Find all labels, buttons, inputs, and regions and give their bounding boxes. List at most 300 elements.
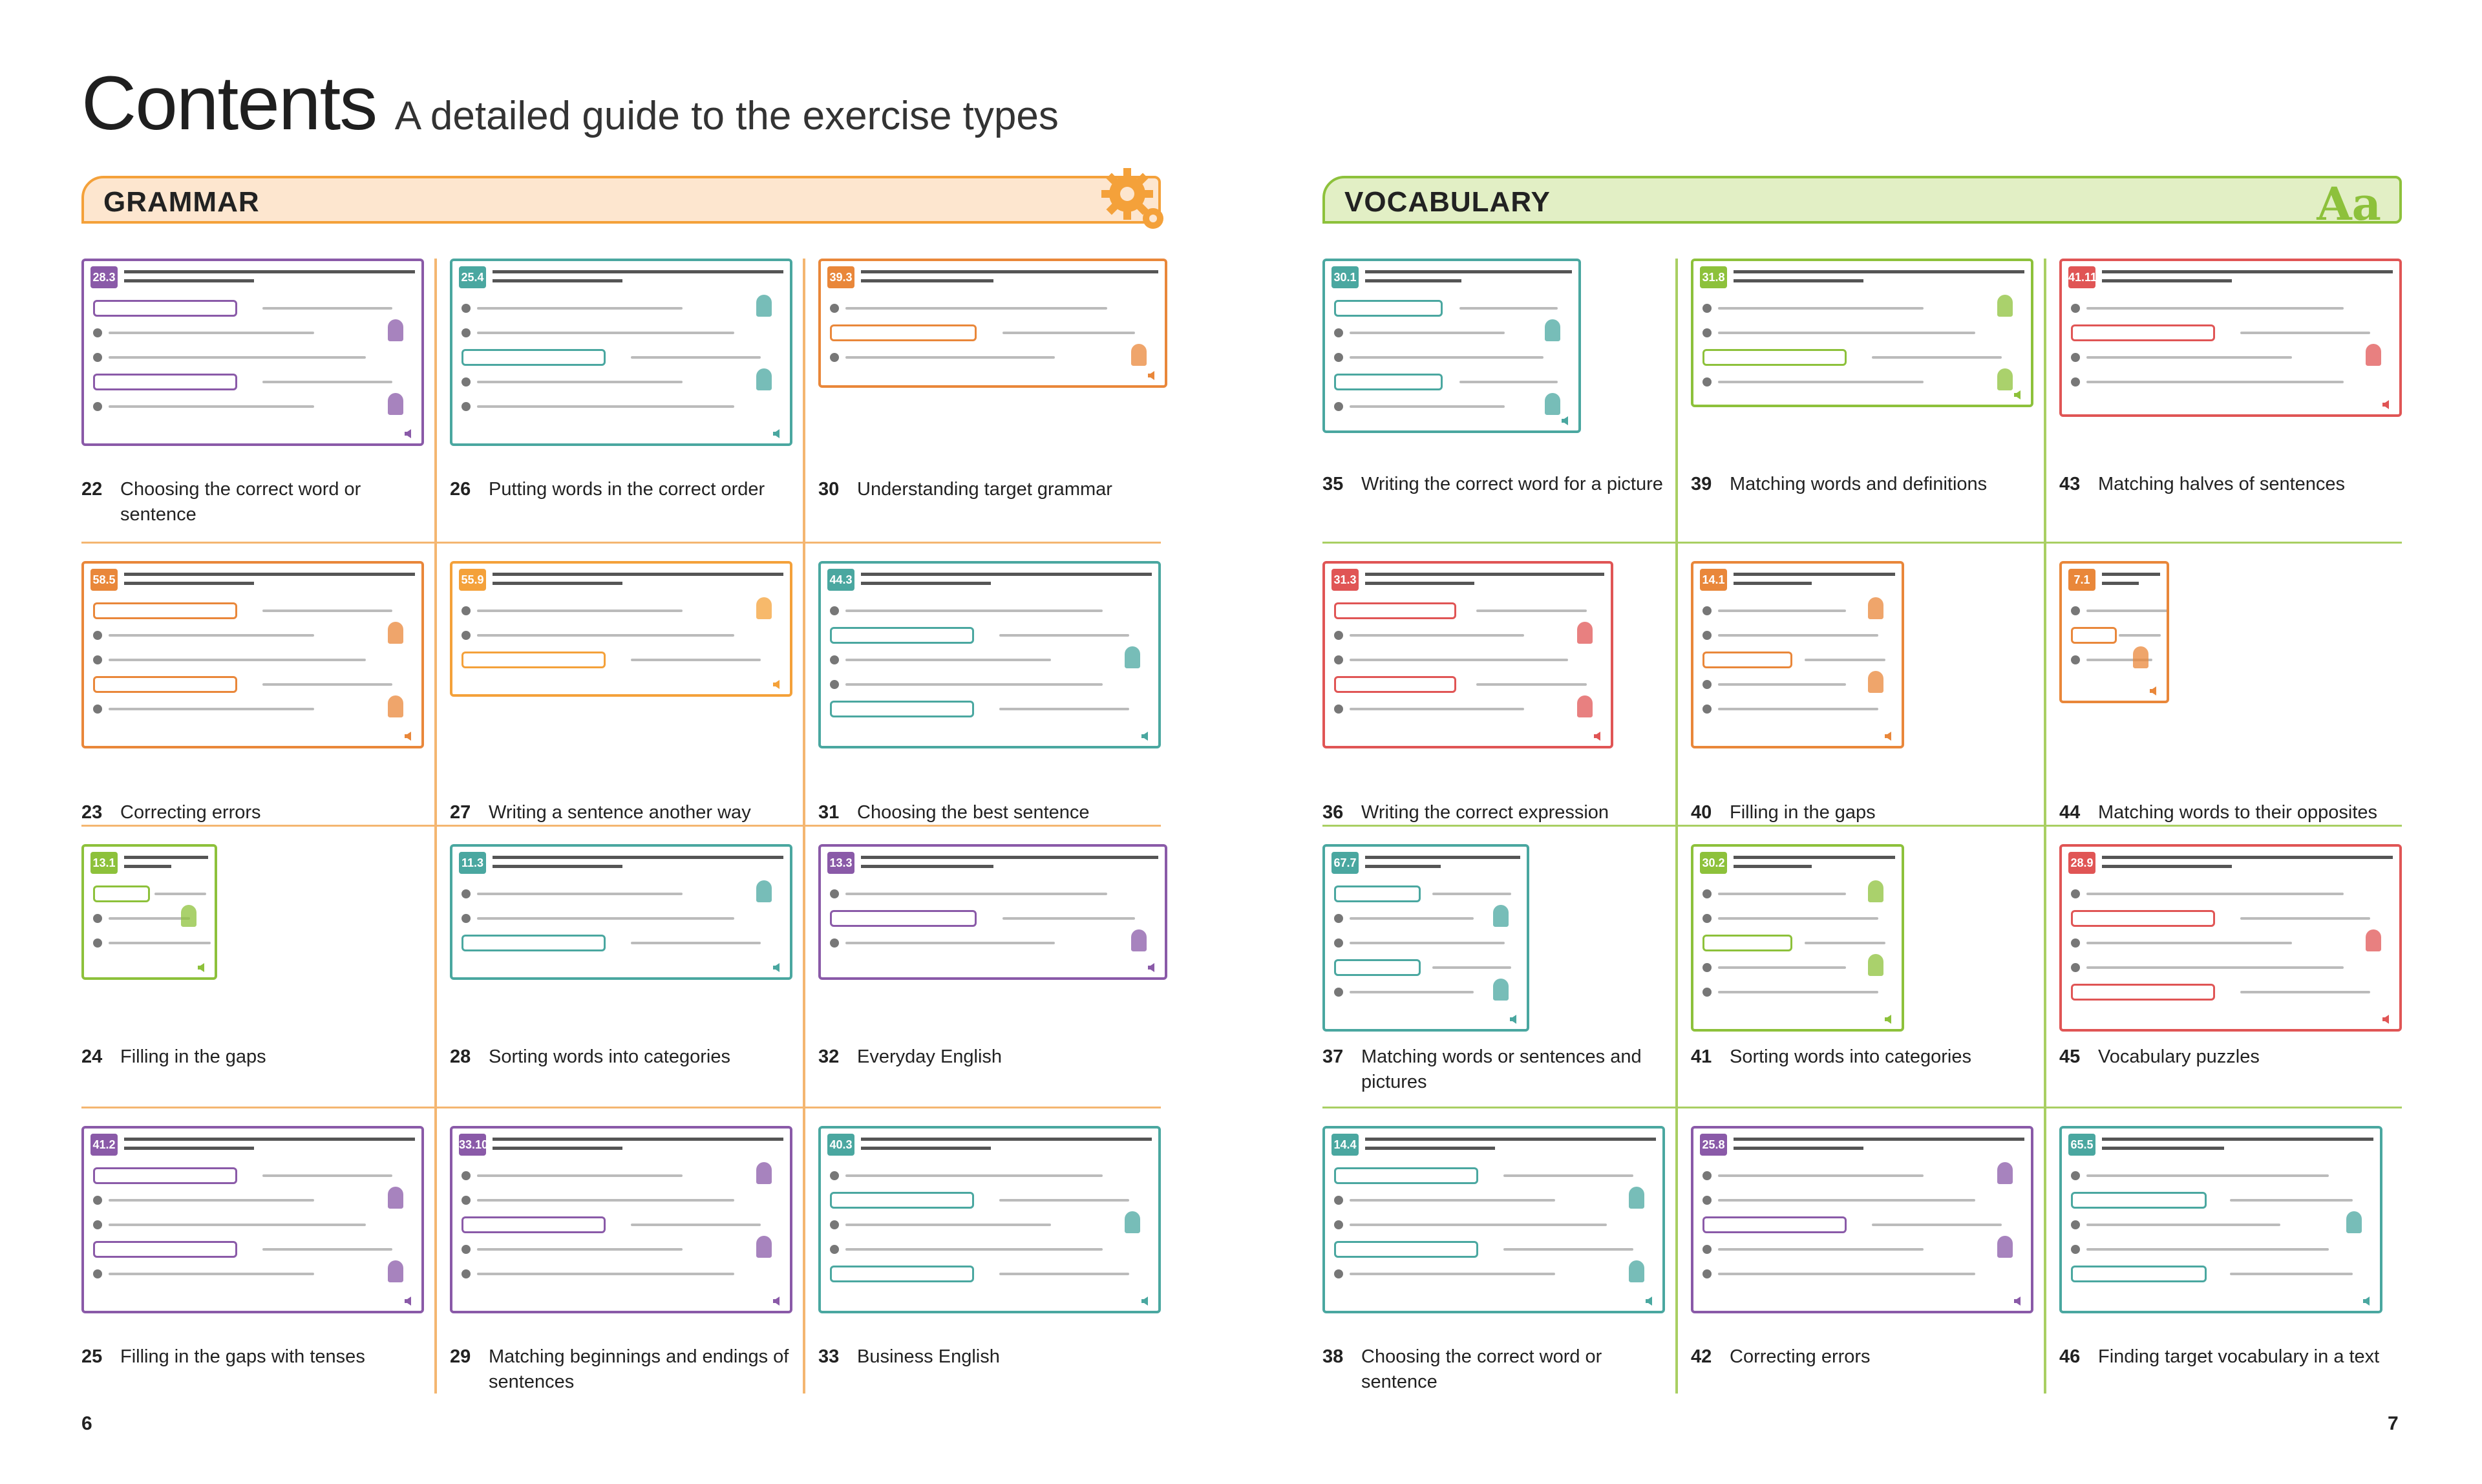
instruction-line: [1365, 1147, 1495, 1150]
item-bullet: [1702, 328, 1712, 337]
vocabulary-exercise-entry: [2059, 844, 2408, 1109]
illustration-icon: [1997, 1236, 2013, 1258]
item-bullet: [461, 328, 471, 337]
exercise-number-badge: 41.2: [90, 1134, 118, 1156]
page-number-left: 6: [81, 1413, 92, 1434]
text-line: [1718, 332, 1975, 334]
grammar-exercise-entry: [818, 561, 1167, 826]
item-bullet: [461, 914, 471, 923]
item-bullet: [461, 402, 471, 411]
exercise-number-badge: 28.9: [2068, 852, 2095, 874]
item-bullet: [461, 606, 471, 615]
text-line: [1718, 610, 1846, 612]
exercise-type-title: Matching words or sentences and pictures: [1361, 1046, 1642, 1092]
instruction-line: [1734, 1138, 2024, 1141]
instruction-line: [493, 279, 622, 282]
answer-box: [1334, 374, 1443, 390]
text-line: [477, 405, 734, 408]
text-line: [477, 610, 683, 612]
illustration-icon: [1545, 393, 1560, 415]
exercise-number-badge: 65.5: [2068, 1134, 2095, 1156]
illustration-icon: [388, 1260, 403, 1282]
exercise-type-title: Matching halves of sentences: [2098, 474, 2346, 494]
aa-logo-icon: Aa: [2317, 177, 2381, 231]
text-line: [477, 381, 683, 383]
exercise-thumbnail: [450, 259, 792, 446]
page-reference-number: 25: [81, 1346, 103, 1367]
illustration-icon: [756, 295, 772, 317]
item-bullet: [1702, 1171, 1712, 1180]
exercise-type-title: Business English: [857, 1346, 1000, 1367]
instruction-line: [493, 582, 622, 585]
page-reference-number: 38: [1322, 1346, 1344, 1367]
text-line: [2086, 893, 2344, 895]
exercise-header: [1331, 266, 1572, 292]
item-bullet: [1702, 988, 1712, 997]
text-line: [1718, 893, 1846, 895]
item-bullet: [1702, 963, 1712, 972]
exercise-number-badge: 41.11: [2068, 266, 2095, 288]
answer-box: [93, 374, 237, 390]
text-line: [1476, 683, 1587, 686]
exercise-thumbnail: [450, 1126, 792, 1313]
exercise-thumbnail: [818, 844, 1167, 980]
text-line: [1350, 356, 1543, 359]
text-line: [1432, 966, 1511, 969]
text-line: [109, 659, 366, 661]
text-line: [109, 1224, 366, 1226]
exercise-header: [827, 569, 1152, 595]
answer-box: [2071, 324, 2215, 341]
page-reference-number: 27: [450, 802, 471, 823]
text-line: [477, 1248, 683, 1251]
text-line: [631, 659, 761, 661]
text-line: [1718, 307, 1924, 310]
exercise-number-badge: 67.7: [1331, 852, 1359, 874]
text-line: [845, 893, 1107, 895]
exercise-caption: [1322, 1044, 1665, 1095]
text-line: [2240, 917, 2370, 920]
grammar-exercise-entry: [450, 1126, 799, 1391]
audio-icon: [1148, 371, 1158, 380]
illustration-icon: [1125, 646, 1140, 668]
item-bullet: [1702, 680, 1712, 689]
item-bullet: [1702, 304, 1712, 313]
answer-box: [461, 1216, 606, 1233]
exercise-type-title: Putting words in the correct order: [489, 479, 765, 500]
text-line: [845, 1174, 1103, 1177]
text-line: [1718, 966, 1846, 969]
audio-icon: [2382, 1015, 2393, 1024]
instruction-line: [493, 865, 622, 868]
exercise-thumbnail: [818, 1126, 1161, 1313]
illustration-icon: [1577, 622, 1593, 644]
exercise-header: [1700, 852, 1895, 878]
illustration-icon: [1493, 905, 1509, 927]
illustration-icon: [181, 905, 196, 927]
item-bullet: [93, 1269, 102, 1278]
page-reference-number: 44: [2059, 802, 2081, 823]
item-bullet: [461, 377, 471, 387]
text-line: [477, 1199, 734, 1202]
grammar-exercise-entry: [81, 259, 430, 524]
instruction-line: [493, 856, 783, 859]
text-line: [109, 1199, 314, 1202]
text-line: [1350, 991, 1474, 993]
item-bullet: [1702, 606, 1712, 615]
illustration-icon: [1545, 319, 1560, 341]
item-bullet: [461, 1269, 471, 1278]
item-bullet: [2071, 377, 2080, 387]
page-reference-number: 28: [450, 1046, 471, 1067]
item-bullet: [2071, 1171, 2080, 1180]
instruction-line: [1734, 270, 2024, 273]
answer-box: [2071, 627, 2117, 644]
illustration-icon: [388, 695, 403, 717]
grammar-exercise-entry: [450, 844, 799, 1109]
text-line: [1350, 634, 1524, 637]
exercise-thumbnail: [2059, 259, 2402, 417]
exercise-header: [459, 1134, 783, 1160]
text-line: [1718, 1174, 1924, 1177]
answer-box: [93, 1241, 237, 1258]
text-line: [1476, 610, 1587, 612]
text-line: [1718, 1248, 1924, 1251]
audio-icon: [773, 963, 783, 972]
answer-box: [1334, 1241, 1478, 1258]
text-line: [1872, 356, 2002, 359]
exercise-header: [827, 1134, 1152, 1160]
text-line: [2086, 942, 2292, 944]
vocabulary-exercise-entry: [2059, 1126, 2408, 1391]
exercise-number-badge: 11.3: [459, 852, 486, 874]
item-bullet: [830, 1171, 839, 1180]
item-bullet: [2071, 655, 2080, 664]
exercise-caption: [450, 477, 792, 502]
exercise-thumbnail: [1322, 1126, 1665, 1313]
text-line: [1718, 991, 1878, 993]
instruction-line: [861, 582, 991, 585]
text-line: [477, 307, 683, 310]
exercise-number-badge: 13.1: [90, 852, 118, 874]
vocabulary-exercise-entry: [1691, 259, 2040, 524]
exercise-header: [827, 266, 1158, 292]
text-line: [477, 893, 683, 895]
instruction-line: [1734, 856, 1895, 859]
illustration-icon: [2346, 1211, 2362, 1233]
text-line: [845, 659, 1051, 661]
grammar-row-divider: [81, 542, 1161, 544]
illustration-icon: [388, 393, 403, 415]
exercise-number-badge: 31.3: [1331, 569, 1359, 591]
exercise-caption: [2059, 800, 2402, 825]
exercise-thumbnail: [2059, 844, 2402, 1032]
answer-box: [1702, 652, 1792, 668]
text-line: [1718, 708, 1878, 710]
audio-icon: [773, 680, 783, 689]
grammar-exercise-entry: [818, 259, 1167, 524]
item-bullet: [93, 328, 102, 337]
exercise-thumbnail: [81, 259, 424, 446]
page-reference-number: 39: [1691, 474, 1712, 494]
item-bullet: [830, 353, 839, 362]
vocabulary-section-banner: [1322, 176, 2402, 231]
grammar-exercise-entry: [450, 561, 799, 826]
text-line: [1350, 708, 1524, 710]
instruction-line: [2102, 1138, 2373, 1141]
audio-icon: [1646, 1297, 1656, 1306]
exercise-type-title: Matching beginnings and endings of sentences: [489, 1346, 789, 1392]
text-line: [1718, 1273, 1975, 1275]
audio-icon: [2014, 390, 2024, 399]
text-line: [1805, 659, 1885, 661]
item-bullet: [93, 402, 102, 411]
page-reference-number: 26: [450, 479, 471, 500]
item-bullet: [1334, 655, 1343, 664]
item-bullet: [1334, 1220, 1343, 1229]
item-bullet: [1334, 1269, 1343, 1278]
illustration-icon: [1997, 1162, 2013, 1184]
illustration-icon: [1577, 695, 1593, 717]
illustration-icon: [1493, 979, 1509, 1001]
exercise-header: [2068, 1134, 2373, 1160]
exercise-type-title: Vocabulary puzzles: [2098, 1046, 2260, 1067]
audio-icon: [2363, 1297, 2373, 1306]
vocabulary-exercise-entry: [1691, 561, 2040, 826]
exercise-caption: [81, 1344, 424, 1370]
exercise-thumbnail: [1691, 561, 1904, 748]
exercise-type-title: Correcting errors: [120, 802, 261, 823]
exercise-type-title: Matching words and definitions: [1730, 474, 1988, 494]
page-reference-number: 40: [1691, 802, 1712, 823]
answer-box: [2071, 984, 2215, 1001]
item-bullet: [830, 304, 839, 313]
illustration-icon: [1997, 368, 2013, 390]
item-bullet: [2071, 889, 2080, 898]
page-reference-number: 42: [1691, 1346, 1712, 1367]
item-bullet: [1334, 914, 1343, 923]
instruction-line: [493, 1147, 622, 1150]
item-bullet: [461, 1196, 471, 1205]
item-bullet: [2071, 1220, 2080, 1229]
answer-box: [1334, 1167, 1478, 1184]
text-line: [1718, 1199, 1975, 1202]
audio-icon: [1141, 1297, 1152, 1306]
answer-box: [461, 935, 606, 951]
text-line: [1350, 1273, 1555, 1275]
text-line: [1872, 1224, 2002, 1226]
item-bullet: [830, 938, 839, 948]
item-bullet: [93, 914, 102, 923]
page-reference-number: 46: [2059, 1346, 2081, 1367]
text-line: [1459, 381, 1558, 383]
exercise-thumbnail: [1691, 259, 2033, 407]
instruction-line: [124, 1147, 254, 1150]
text-line: [1805, 942, 1885, 944]
exercise-number-badge: 28.3: [90, 266, 118, 288]
audio-icon: [1148, 963, 1158, 972]
text-line: [845, 942, 1055, 944]
text-line: [1350, 332, 1505, 334]
exercise-thumbnail: [450, 561, 792, 697]
grammar-exercise-entry: [450, 259, 799, 524]
page-reference-number: 22: [81, 479, 103, 500]
exercise-type-title: Sorting words into categories: [1730, 1046, 1971, 1067]
exercise-caption: [1322, 472, 1665, 497]
exercise-thumbnail: [1322, 844, 1529, 1032]
answer-box: [2071, 1266, 2207, 1282]
illustration-icon: [1629, 1187, 1644, 1209]
vocabulary-exercise-entry: [1691, 1126, 2040, 1391]
exercise-number-badge: 25.4: [459, 266, 486, 288]
illustration-icon: [388, 1187, 403, 1209]
exercise-number-badge: 25.8: [1700, 1134, 1727, 1156]
instruction-line: [1365, 582, 1474, 585]
item-bullet: [830, 680, 839, 689]
instruction-line: [861, 856, 1158, 859]
exercise-header: [1700, 1134, 2024, 1160]
exercise-type-title: Choosing the best sentence: [857, 802, 1090, 823]
item-bullet: [93, 1220, 102, 1229]
text-line: [262, 1248, 392, 1251]
exercise-number-badge: 14.4: [1331, 1134, 1359, 1156]
page-reference-number: 35: [1322, 474, 1344, 494]
answer-box: [1334, 300, 1443, 317]
exercise-number-badge: 30.1: [1331, 266, 1359, 288]
instruction-line: [1734, 279, 1863, 282]
grammar-exercise-entry: [818, 1126, 1167, 1391]
answer-box: [830, 324, 977, 341]
text-line: [1350, 405, 1505, 408]
exercise-type-title: Finding target vocabulary in a text: [2098, 1346, 2380, 1367]
text-line: [2086, 1174, 2329, 1177]
text-line: [109, 708, 314, 710]
instruction-line: [2102, 279, 2232, 282]
item-bullet: [1334, 631, 1343, 640]
text-line: [999, 708, 1129, 710]
item-bullet: [830, 1220, 839, 1229]
item-bullet: [1702, 1269, 1712, 1278]
page-reference-number: 30: [818, 479, 840, 500]
illustration-icon: [2133, 646, 2148, 668]
text-line: [109, 1273, 314, 1275]
text-line: [1432, 893, 1511, 895]
illustration-icon: [388, 622, 403, 644]
exercise-caption: [2059, 472, 2402, 497]
item-bullet: [1334, 328, 1343, 337]
gear-icon: [1094, 160, 1171, 238]
audio-icon: [2014, 1297, 2024, 1306]
answer-box: [830, 910, 977, 927]
instruction-line: [493, 270, 783, 273]
text-line: [845, 1248, 1103, 1251]
answer-box: [93, 676, 237, 693]
text-line: [1718, 381, 1924, 383]
item-bullet: [2071, 963, 2080, 972]
exercise-caption: [1691, 1344, 2033, 1370]
grammar-exercise-entry: [81, 561, 430, 826]
audio-icon: [773, 429, 783, 438]
item-bullet: [461, 631, 471, 640]
instruction-line: [493, 573, 783, 576]
instruction-line: [2102, 270, 2393, 273]
exercise-caption: [1322, 1344, 1665, 1395]
exercise-header: [1700, 266, 2024, 292]
exercise-thumbnail: [1691, 1126, 2033, 1313]
text-line: [262, 381, 392, 383]
page-reference-number: 32: [818, 1046, 840, 1067]
illustration-icon: [1868, 597, 1883, 619]
instruction-line: [1365, 865, 1441, 868]
text-line: [2086, 1224, 2280, 1226]
item-bullet: [1702, 1245, 1712, 1254]
page-reference-number: 31: [818, 802, 840, 823]
text-line: [109, 942, 211, 944]
exercise-caption: [1691, 472, 2033, 497]
exercise-type-title: Writing the correct expression: [1361, 802, 1609, 823]
text-line: [109, 405, 314, 408]
text-line: [109, 634, 314, 637]
text-line: [845, 683, 1103, 686]
text-line: [2086, 610, 2169, 612]
text-line: [845, 307, 1107, 310]
answer-box: [830, 1266, 974, 1282]
text-line: [2230, 1199, 2353, 1202]
exercise-type-title: Understanding target grammar: [857, 479, 1112, 500]
item-bullet: [1334, 988, 1343, 997]
instruction-line: [1734, 582, 1812, 585]
exercise-header: [827, 852, 1158, 878]
exercise-header: [1331, 1134, 1656, 1160]
text-line: [2230, 1273, 2353, 1275]
audio-icon: [405, 429, 415, 438]
exercise-header: [1700, 569, 1895, 595]
exercise-thumbnail: [1322, 561, 1613, 748]
answer-box: [830, 627, 974, 644]
exercise-caption: [81, 1044, 424, 1070]
item-bullet: [93, 655, 102, 664]
vocabulary-heading: VOCABULARY: [1344, 186, 1551, 218]
exercise-thumbnail: [1322, 259, 1581, 433]
item-bullet: [1334, 1196, 1343, 1205]
exercise-header: [459, 852, 783, 878]
exercise-caption: [1322, 800, 1665, 825]
instruction-line: [1365, 1138, 1656, 1141]
instruction-line: [124, 856, 208, 859]
vocabulary-exercise-entry: [1322, 259, 1671, 524]
item-bullet: [1702, 1196, 1712, 1205]
exercise-thumbnail: [81, 561, 424, 748]
text-line: [845, 356, 1055, 359]
vocabulary-exercise-entry: [1322, 561, 1671, 826]
text-line: [477, 917, 734, 920]
exercise-header: [1331, 569, 1604, 595]
instruction-line: [2102, 865, 2232, 868]
text-line: [1350, 659, 1568, 661]
text-line: [1718, 683, 1846, 686]
text-line: [631, 356, 761, 359]
page-reference-number: 36: [1322, 802, 1344, 823]
exercise-header: [90, 852, 208, 878]
text-line: [477, 332, 734, 334]
answer-box: [1702, 1216, 1847, 1233]
exercise-number-badge: 13.3: [827, 852, 854, 874]
grammar-heading: GRAMMAR: [103, 186, 260, 218]
instruction-line: [861, 1138, 1152, 1141]
text-line: [999, 1199, 1129, 1202]
answer-box: [461, 652, 606, 668]
page-reference-number: 23: [81, 802, 103, 823]
